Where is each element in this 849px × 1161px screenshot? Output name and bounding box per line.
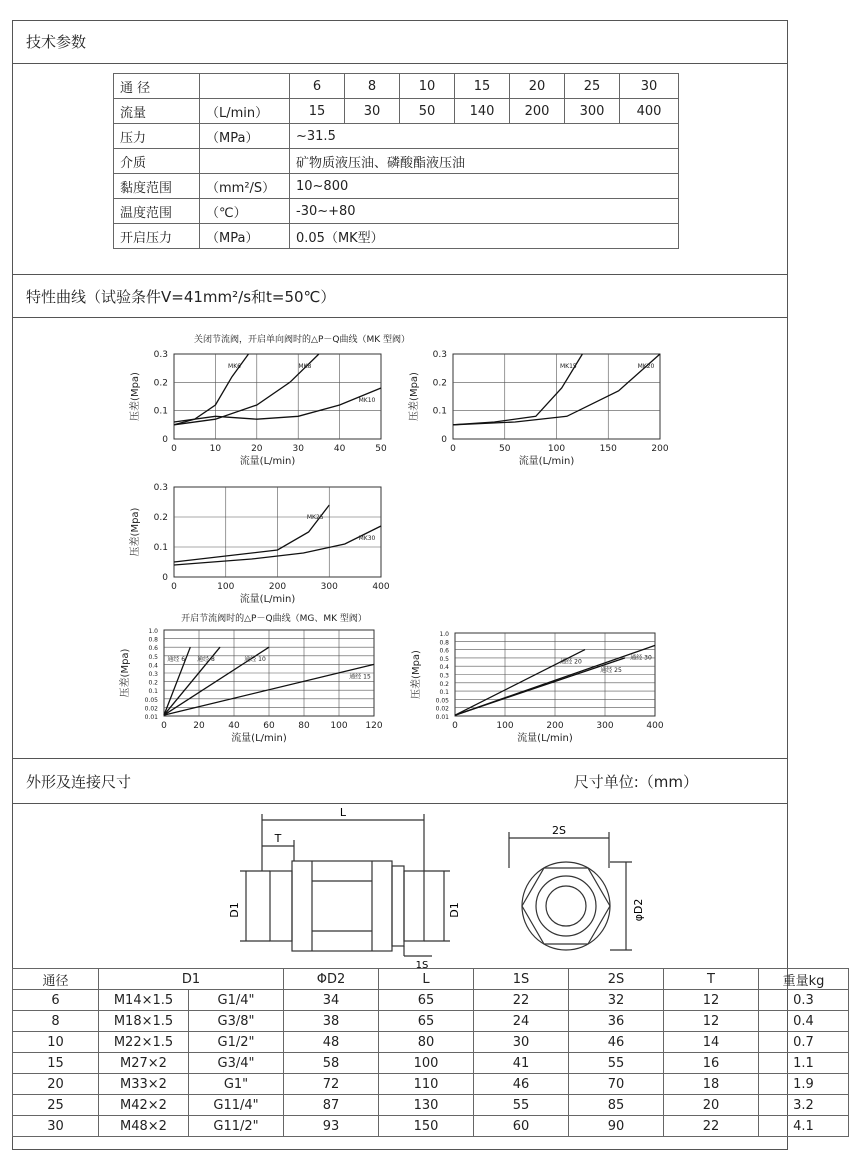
- series-label: 通经 30: [630, 654, 652, 662]
- dim-header: L: [379, 969, 474, 990]
- dim-cell: G1/4": [189, 990, 284, 1011]
- x-tick-label: 300: [320, 582, 338, 592]
- series-label: 通经 10: [244, 656, 266, 664]
- x-tick-label: 200: [546, 721, 564, 731]
- y-tick-label: 0.8: [439, 639, 449, 647]
- x-axis-label: 流量(L/min): [239, 594, 296, 605]
- series-label: MK6: [228, 363, 241, 370]
- dim-header: 1S: [474, 969, 569, 990]
- y-tick-label: 0: [441, 435, 447, 445]
- dim-cell: 110: [379, 1074, 474, 1095]
- dim-cell: 55: [474, 1095, 569, 1116]
- y-axis-label: 压差(Mpa): [130, 372, 141, 421]
- dim-cell: 24: [474, 1011, 569, 1032]
- section-tech-title: 技术参数: [26, 33, 87, 51]
- x-tick-label: 200: [651, 444, 669, 454]
- series-label: 通经 25: [600, 666, 622, 674]
- spec-row: [114, 124, 679, 149]
- spec-value: 50: [400, 99, 455, 124]
- x-tick-label: 0: [161, 721, 167, 731]
- x-axis-label: 流量(L/min): [239, 456, 296, 467]
- dim-cell: 85: [569, 1095, 664, 1116]
- dim-cell: 80: [379, 1032, 474, 1053]
- chart-plot-area: [174, 354, 381, 439]
- y-axis-label: 压差(Mpa): [120, 648, 131, 698]
- spec-value: 20: [510, 74, 565, 99]
- left-port: [270, 871, 292, 941]
- dim-cell: G3/8": [189, 1011, 284, 1032]
- spec-label: 开启压力: [114, 224, 200, 249]
- y-tick-label: 0.6: [439, 647, 449, 655]
- dim-cell: 38: [284, 1011, 379, 1032]
- spec-table: [113, 73, 679, 249]
- series-label: 通经 15: [349, 673, 371, 681]
- dim-cell: 1.9: [759, 1074, 849, 1095]
- y-tick-label: 0.01: [435, 714, 449, 721]
- dim-cell: 14: [664, 1032, 759, 1053]
- x-tick-label: 120: [365, 721, 383, 731]
- y-tick-label: 0.2: [439, 680, 449, 688]
- dim-cell: 60: [474, 1116, 569, 1137]
- x-tick-label: 300: [596, 721, 614, 731]
- spec-row: [114, 149, 679, 174]
- spec-value: 6: [290, 74, 345, 99]
- y-tick-label: 0.4: [439, 664, 449, 672]
- x-tick-label: 100: [217, 582, 235, 592]
- dim-cell: G1/2": [189, 1032, 284, 1053]
- spec-value: 10: [400, 74, 455, 99]
- spec-value: 15: [455, 74, 510, 99]
- dim-cell: 65: [379, 1011, 474, 1032]
- dimension-table: [12, 968, 849, 1137]
- spec-label: 压力: [114, 124, 200, 149]
- y-tick-label: 0.05: [144, 696, 158, 704]
- x-tick-label: 80: [298, 721, 310, 731]
- dim-header: D1: [99, 969, 284, 990]
- dim-cell: 150: [379, 1116, 474, 1137]
- spec-text: 10~800: [290, 174, 679, 199]
- series-label: MK10: [358, 397, 376, 404]
- spec-row: [114, 224, 679, 249]
- dim-header: T: [664, 969, 759, 990]
- dim-1S: 1S: [415, 960, 429, 971]
- series-label: MK30: [358, 535, 376, 542]
- dim-cell: 10: [13, 1032, 99, 1053]
- dim-cell: M22×1.5: [99, 1032, 189, 1053]
- dim-cell: G3/4": [189, 1053, 284, 1074]
- knurled-ring: [392, 866, 404, 946]
- x-tick-label: 0: [171, 444, 177, 454]
- dim-cell: 8: [13, 1011, 99, 1032]
- dim-cell: 25: [13, 1095, 99, 1116]
- spec-text: ~31.5: [290, 124, 679, 149]
- series-label: MK8: [298, 363, 312, 370]
- spec-label: 流量: [114, 99, 200, 124]
- dim-cell: 20: [664, 1095, 759, 1116]
- curves-area: [12, 317, 788, 759]
- spec-value: 400: [620, 99, 679, 124]
- series-line: [174, 354, 319, 425]
- spec-value: 300: [565, 99, 620, 124]
- dim-cell: 93: [284, 1116, 379, 1137]
- spec-value: 140: [455, 99, 510, 124]
- y-axis-label: 压差(Mpa): [409, 372, 420, 421]
- x-tick-label: 30: [292, 444, 304, 454]
- series-line: [174, 388, 381, 422]
- y-tick-label: 0.8: [148, 636, 158, 644]
- spec-label: 温度范围: [114, 199, 200, 224]
- spec-value: 30: [620, 74, 679, 99]
- dim-cell: 87: [284, 1095, 379, 1116]
- dim-row: [13, 1116, 849, 1137]
- dim-cell: 36: [569, 1011, 664, 1032]
- x-tick-label: 20: [193, 721, 205, 731]
- dim-row: [13, 1095, 849, 1116]
- spec-row: [114, 199, 679, 224]
- x-axis-label: 流量(L/min): [518, 456, 575, 467]
- x-tick-label: 20: [251, 444, 263, 454]
- dim-header: 重量kg: [759, 969, 849, 990]
- x-tick-label: 10: [209, 444, 222, 454]
- dim-cell: 72: [284, 1074, 379, 1095]
- dim-cell: 58: [284, 1053, 379, 1074]
- y-tick-label: 0.1: [153, 406, 168, 417]
- dim-cell: 46: [569, 1032, 664, 1053]
- x-tick-label: 100: [330, 721, 348, 731]
- x-tick-label: 40: [333, 444, 346, 454]
- x-tick-label: 200: [268, 582, 287, 592]
- series-label: 通经 8: [197, 656, 215, 664]
- dim-cell: 0.4: [759, 1011, 849, 1032]
- y-tick-label: 0.2: [432, 378, 447, 389]
- spec-value: 15: [290, 99, 345, 124]
- y-tick-label: 0.4: [148, 662, 158, 670]
- dim-D1-right: D1: [448, 902, 461, 918]
- series-label: MK15: [560, 363, 577, 370]
- dim-cell: 30: [474, 1032, 569, 1053]
- spec-unit: （℃）: [200, 199, 290, 224]
- spec-unit: （MPa）: [200, 124, 290, 149]
- hex-outline: [522, 868, 610, 944]
- section-dims-title: 外形及连接尺寸: [26, 773, 132, 791]
- dim-header: 通径: [13, 969, 99, 990]
- dim-cell: G11/2": [189, 1116, 284, 1137]
- y-tick-label: 0.1: [439, 689, 449, 697]
- dim-row: [13, 1053, 849, 1074]
- dim-cell: 65: [379, 990, 474, 1011]
- y-tick-label: 0.1: [432, 406, 447, 417]
- y-tick-label: 0.6: [148, 645, 158, 653]
- y-tick-label: 0.1: [148, 688, 158, 696]
- y-tick-label: 0.5: [148, 653, 158, 661]
- x-tick-label: 400: [646, 721, 664, 731]
- spec-value: 25: [565, 74, 620, 99]
- dim-cell: 46: [474, 1074, 569, 1095]
- x-tick-label: 60: [263, 721, 275, 731]
- series-label: MK25: [306, 514, 324, 521]
- section-tech-header: [12, 20, 788, 64]
- y-tick-label: 0.02: [435, 705, 449, 713]
- y-tick-label: 0.3: [148, 671, 158, 678]
- x-tick-label: 100: [547, 444, 566, 454]
- y-tick-label: 0.2: [153, 378, 168, 389]
- spec-value: 30: [345, 99, 400, 124]
- dim-cell: 6: [13, 990, 99, 1011]
- y-tick-label: 0.3: [153, 483, 168, 493]
- dim-cell: 22: [474, 990, 569, 1011]
- y-axis-label: 压差(Mpa): [130, 507, 141, 557]
- x-tick-label: 0: [450, 444, 456, 454]
- dim-header: ΦD2: [284, 969, 379, 990]
- spec-row: [114, 174, 679, 199]
- dim-cell: 34: [284, 990, 379, 1011]
- dim-cell: M48×2: [99, 1116, 189, 1137]
- spec-value: 200: [510, 99, 565, 124]
- valve-body: [292, 861, 392, 951]
- dim-cell: 12: [664, 990, 759, 1011]
- dim-cell: G1": [189, 1074, 284, 1095]
- section-curves-title: 特性曲线（试验条件V=41mm²/s和t=50℃）: [26, 288, 336, 306]
- y-tick-label: 0.01: [144, 714, 158, 721]
- dim-cell: 70: [569, 1074, 664, 1095]
- chart-title-1: 关闭节流阀，开启单向阀时的△P－Q曲线（MK 型阀）: [194, 335, 410, 345]
- outer-circle: [522, 862, 610, 950]
- dim-cell: 4.1: [759, 1116, 849, 1137]
- chart-title-2: 开启节流阀时的△P－Q曲线（MG、MK 型阀）: [181, 614, 367, 624]
- dim-cell: 20: [13, 1074, 99, 1095]
- right-port: [404, 871, 424, 941]
- series-label: 通经 6: [167, 656, 186, 664]
- y-tick-label: 0.1: [153, 543, 168, 553]
- dim-cell: 30: [13, 1116, 99, 1137]
- spec-label: 通 径: [114, 74, 200, 99]
- spec-text: 0.05（MK型）: [290, 224, 679, 249]
- spec-unit: [200, 149, 290, 174]
- spec-unit: （mm²/S）: [200, 174, 290, 199]
- x-axis-label: 流量(L/min): [231, 733, 287, 744]
- dim-row: [13, 1011, 849, 1032]
- unit-note: 尺寸单位:（mm）: [573, 773, 698, 791]
- dim-cell: 3.2: [759, 1095, 849, 1116]
- spec-value: 8: [345, 74, 400, 99]
- x-tick-label: 50: [375, 444, 387, 454]
- y-tick-label: 0.3: [153, 350, 168, 360]
- dim-cell: M27×2: [99, 1053, 189, 1074]
- dim-cell: 15: [13, 1053, 99, 1074]
- dim-cell: 22: [664, 1116, 759, 1137]
- y-tick-label: 0.3: [439, 672, 449, 680]
- dim-header: 2S: [569, 969, 664, 990]
- spec-text: -30~+80: [290, 199, 679, 224]
- y-tick-label: 0.02: [144, 705, 158, 713]
- dim-cell: 32: [569, 990, 664, 1011]
- dim-row: [13, 990, 849, 1011]
- y-tick-label: 0.05: [435, 697, 449, 705]
- x-tick-label: 0: [171, 582, 177, 592]
- dim-T: T: [274, 832, 282, 845]
- x-tick-label: 40: [228, 721, 240, 731]
- spec-unit: （MPa）: [200, 224, 290, 249]
- y-tick-label: 1.0: [148, 628, 158, 635]
- dim-2S: 2S: [552, 824, 566, 837]
- dim-cell: M18×1.5: [99, 1011, 189, 1032]
- dim-cell: 130: [379, 1095, 474, 1116]
- spec-label: 黏度范围: [114, 174, 200, 199]
- x-axis-label: 流量(L/min): [517, 733, 573, 744]
- x-tick-label: 0: [452, 721, 458, 731]
- dim-cell: 18: [664, 1074, 759, 1095]
- spec-unit: [200, 74, 290, 99]
- dim-cell: 12: [664, 1011, 759, 1032]
- dim-L: L: [339, 806, 347, 819]
- spec-row: [114, 74, 679, 99]
- dim-cell: M33×2: [99, 1074, 189, 1095]
- dim-cell: 16: [664, 1053, 759, 1074]
- dim-cell: 48: [284, 1032, 379, 1053]
- dim-cell: M14×1.5: [99, 990, 189, 1011]
- dim-header-row: [13, 969, 849, 990]
- y-tick-label: 0.2: [153, 513, 168, 523]
- y-tick-label: 0: [162, 573, 168, 583]
- y-tick-label: 0.2: [148, 679, 158, 687]
- section-dims-header: [12, 760, 788, 804]
- dim-cell: M42×2: [99, 1095, 189, 1116]
- dim-cell: 90: [569, 1116, 664, 1137]
- y-tick-label: 1.0: [439, 631, 449, 638]
- spec-unit: （L/min）: [200, 99, 290, 124]
- x-tick-label: 100: [496, 721, 514, 731]
- dim-D2: φD2: [632, 898, 645, 922]
- x-tick-label: 150: [599, 444, 617, 454]
- dim-D1-left: D1: [228, 902, 241, 918]
- y-tick-label: 0.3: [432, 350, 447, 360]
- series-label: MK20: [637, 363, 655, 370]
- y-tick-label: 0.5: [439, 655, 449, 663]
- dim-cell: 1.1: [759, 1053, 849, 1074]
- x-tick-label: 400: [372, 582, 390, 592]
- dim-row: [13, 1032, 849, 1053]
- y-tick-label: 0: [162, 435, 168, 445]
- series-label: 通经 20: [560, 658, 582, 666]
- spec-label: 介质: [114, 149, 200, 174]
- dimension-drawing: [12, 806, 788, 971]
- dim-cell: 100: [379, 1053, 474, 1074]
- section-curves-header: [12, 274, 788, 318]
- dim-cell: G11/4": [189, 1095, 284, 1116]
- characteristic-curves: [12, 317, 788, 759]
- dim-cell: 0.7: [759, 1032, 849, 1053]
- spec-row: [114, 99, 679, 124]
- dim-cell: 55: [569, 1053, 664, 1074]
- dim-cell: 0.3: [759, 990, 849, 1011]
- y-axis-label: 压差(Mpa): [411, 650, 422, 699]
- x-tick-label: 50: [499, 444, 511, 454]
- dim-cell: 41: [474, 1053, 569, 1074]
- dim-row: [13, 1074, 849, 1095]
- spec-text: 矿物质液压油、磷酸酯液压油: [290, 149, 679, 174]
